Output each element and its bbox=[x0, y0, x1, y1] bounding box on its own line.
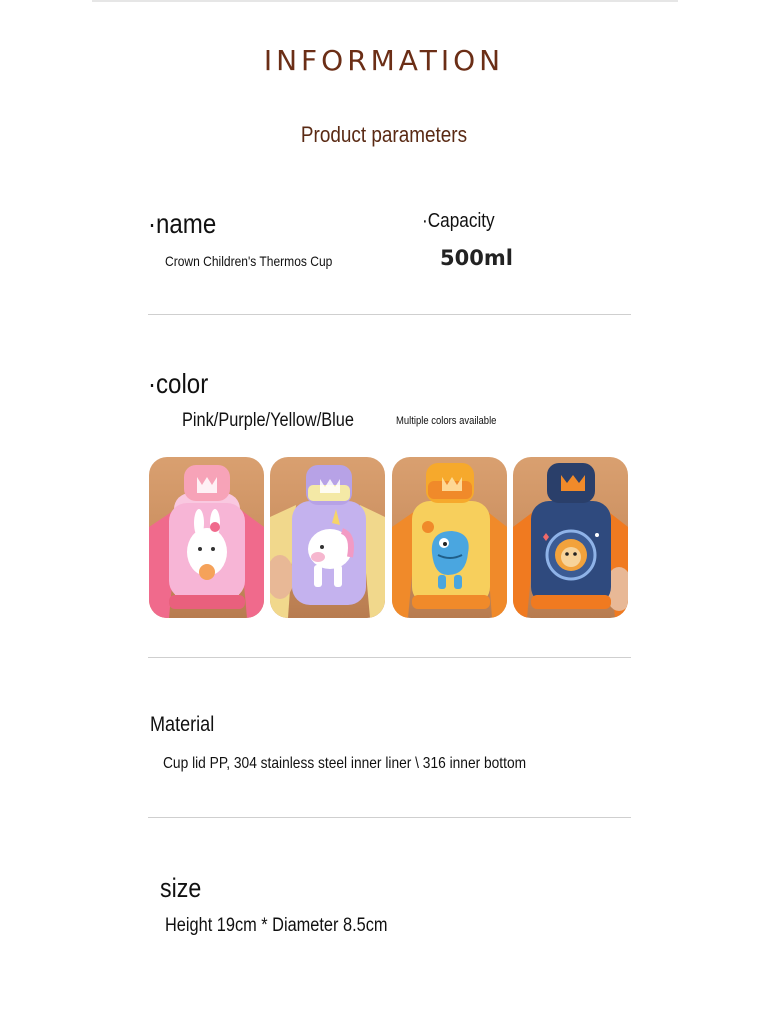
material-heading: Material bbox=[150, 713, 215, 736]
page-subtitle: Product parameters bbox=[300, 122, 468, 147]
capacity-value: 500ml bbox=[440, 246, 513, 270]
purple-unicorn-bottle-photo bbox=[270, 457, 385, 618]
divider bbox=[148, 314, 631, 315]
page-title: INFORMATION bbox=[263, 44, 505, 77]
color-value: Pink/Purple/Yellow/Blue bbox=[182, 410, 354, 431]
top-divider bbox=[92, 0, 678, 2]
color-heading: ·color bbox=[148, 368, 209, 399]
product-photos bbox=[149, 457, 629, 618]
name-value: Crown Children's Thermos Cup bbox=[165, 253, 333, 269]
color-note: Multiple colors available bbox=[396, 415, 497, 427]
divider bbox=[148, 657, 631, 658]
capacity-heading: ·Capacity bbox=[422, 210, 495, 232]
divider bbox=[148, 817, 631, 818]
size-value: Height 19cm * Diameter 8.5cm bbox=[165, 915, 388, 936]
size-heading: size bbox=[160, 873, 202, 903]
material-value: Cup lid PP, 304 stainless steel inner liner \ 316 inner bottom bbox=[163, 755, 527, 772]
pink-bunny-bottle-photo bbox=[149, 457, 264, 618]
yellow-dino-bottle-photo bbox=[392, 457, 507, 618]
blue-lion-bottle-photo bbox=[513, 457, 628, 618]
name-heading: ·name bbox=[148, 208, 217, 239]
